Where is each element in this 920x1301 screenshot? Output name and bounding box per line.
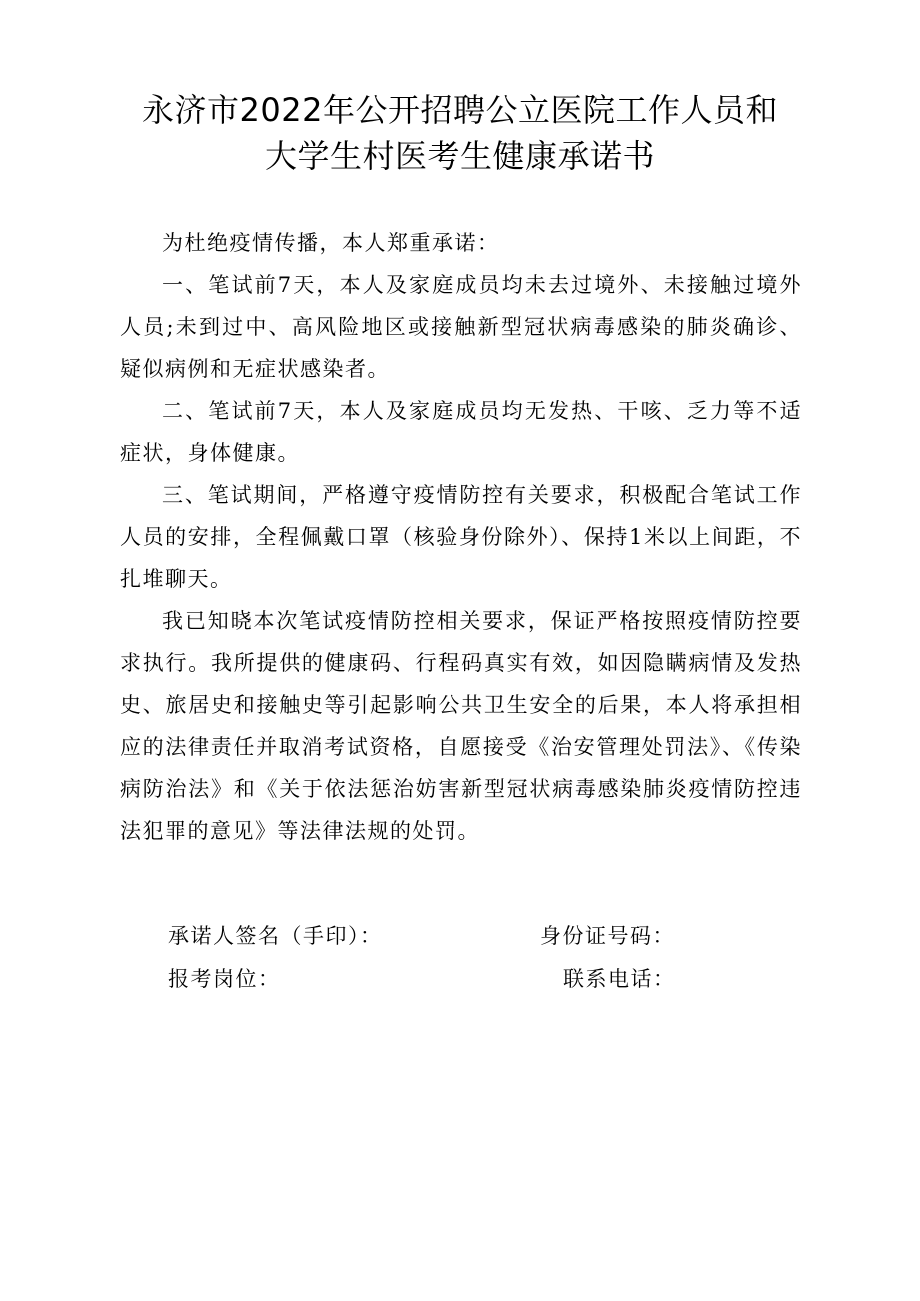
document-title-line-1: 永济市2022年公开招聘公立医院工作人员和 (142, 91, 778, 129)
phone-number-label: 联系电话： (563, 967, 676, 991)
applied-position-label: 报考岗位： (168, 967, 281, 991)
paragraph-commitment-2: 二、笔试前7天，本人及家庭成员均无发热、干咳、乏力等不适症状，身体健康。 (120, 399, 802, 465)
paragraph-commitment-3: 三、笔试期间，严格遵守疫情防控有关要求，积极配合笔试工作人员的安排，全程佩戴口罩（核验身份除外）、保持1米以上间距，不扎堆聊天。 (120, 483, 802, 591)
paragraph-declaration: 我已知晓本次笔试疫情防控相关要求，保证严格按照疫情防控要求执行。我所提供的健康码、行程码真实有效，如因隐瞒病情及发热史、旅居史和接触史等引起影响公共卫生安全的后果，本人将承担相应的法律责任并取消考试资格，自愿接受《治安管理处罚法》、《传染病防治法》和《关于依法惩治妨害新型冠状病毒感染肺炎疫情防控违法犯罪的意见》等法律法规的处罚。 (120, 609, 802, 843)
paragraph-commitment-1: 一、笔试前7天，本人及家庭成员均未去过境外、未接触过境外人员;未到过中、高风险地区或接触新型冠状病毒感染的肺炎确诊、疑似病例和无症状感染者。 (120, 273, 802, 381)
signer-signature-label: 承诺人签名（手印）： (168, 924, 383, 948)
document-body (120, 222, 802, 852)
id-number-label: 身份证号码： (540, 924, 675, 948)
paragraph-intro: 为杜绝疫情传播，本人郑重承诺： (162, 231, 500, 255)
document-title-line-2: 大学生村医考生健康承诺书 (264, 137, 655, 175)
